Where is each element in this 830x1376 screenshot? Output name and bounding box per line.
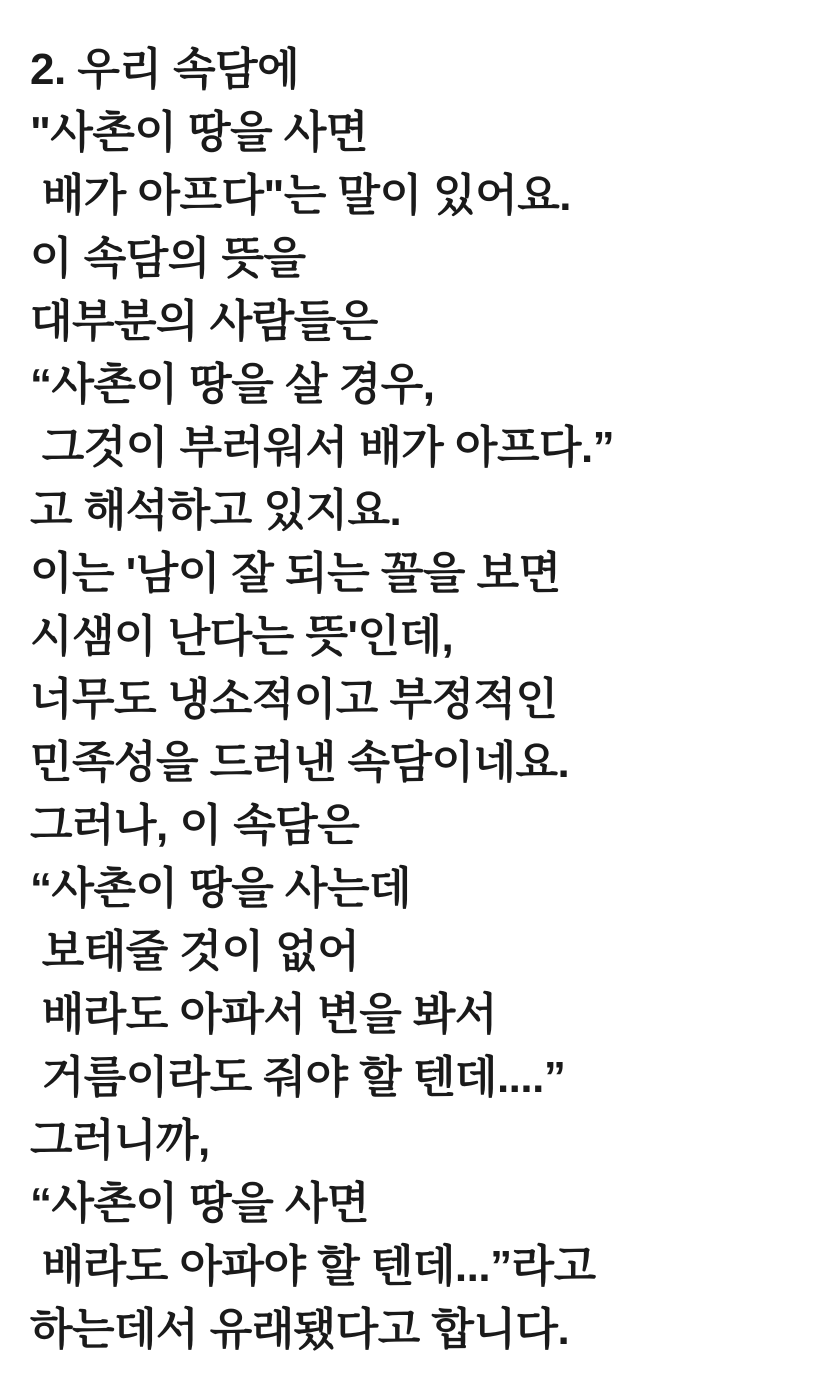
- text-line: 배라도 아파야 할 텐데...”라고: [30, 1242, 596, 1291]
- text-line: 보태줄 것이 없어: [30, 927, 360, 976]
- text-line: 하는데서 유래됐다고 합니다.: [30, 1305, 570, 1354]
- text-line: “사촌이 땅을 살 경우,: [30, 360, 435, 409]
- text-line: 그러니까,: [30, 1116, 210, 1165]
- text-line: 그것이 부러워서 배가 아프다.”: [30, 423, 615, 472]
- text-line: “사촌이 땅을 사는데: [30, 864, 411, 913]
- text-line: 그러나, 이 속담은: [30, 801, 360, 850]
- text-line: 거름이라도 줘야 할 텐데....”: [30, 1053, 566, 1102]
- text-line: “사촌이 땅을 사면: [30, 1179, 369, 1228]
- text-line: 민족성을 드러낸 속담이네요.: [30, 738, 570, 787]
- text-line: 시샘이 난다는 뜻'인데,: [30, 612, 454, 661]
- text-line: 2. 우리 속담에: [30, 45, 300, 94]
- text-line: 배라도 아파서 변을 봐서: [30, 990, 497, 1039]
- text-line: 배가 아프다"는 말이 있어요.: [30, 171, 572, 220]
- text-line: 대부분의 사람들은: [30, 297, 378, 346]
- text-line: "사촌이 땅을 사면: [30, 108, 368, 157]
- text-line: 이 속담의 뜻을: [30, 234, 306, 283]
- text-line: 이는 '남이 잘 되는 꼴을 보면: [30, 549, 561, 598]
- text-line: 너무도 냉소적이고 부정적인: [30, 675, 558, 724]
- text-line: 고 해석하고 있지요.: [30, 486, 402, 535]
